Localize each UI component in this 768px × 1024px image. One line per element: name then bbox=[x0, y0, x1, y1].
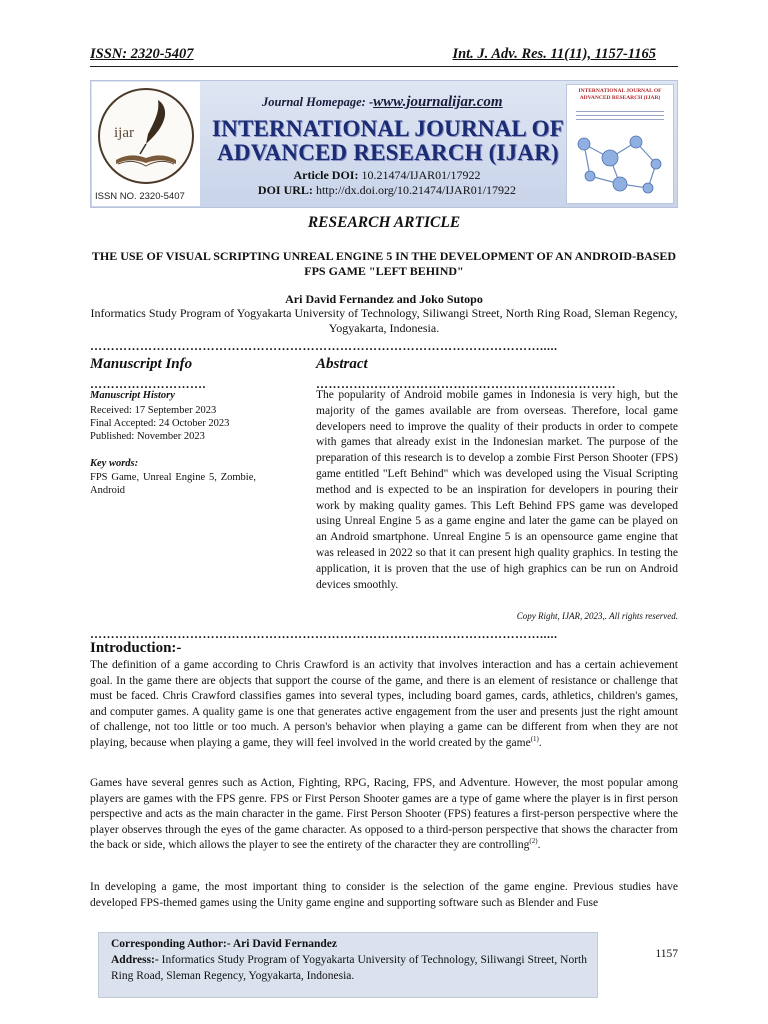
intro-paragraph-1 bbox=[90, 658, 678, 752]
separator-right: ……………………………………………………………… bbox=[316, 378, 616, 390]
article-type: RESEARCH ARTICLE bbox=[307, 214, 461, 231]
manuscript-info-heading: Manuscript Info bbox=[90, 356, 193, 372]
homepage-link[interactable]: www.journalijar.com bbox=[373, 94, 503, 110]
journal-homepage bbox=[262, 94, 503, 111]
intro-paragraph-2 bbox=[90, 776, 678, 854]
doi-block bbox=[220, 168, 554, 198]
corresponding-author-heading: Corresponding Author:- Ari David Fernandez bbox=[111, 938, 337, 950]
paragraph-1-end: . bbox=[538, 736, 542, 749]
article-doi: 10.21474/IJAR01/17922 bbox=[361, 168, 481, 182]
manuscript-history-label: Manuscript History bbox=[90, 390, 175, 401]
running-header-citation: Int. J. Adv. Res. 11(11), 1157-1165 bbox=[452, 46, 656, 62]
homepage-label: Journal Homepage: - bbox=[262, 95, 374, 109]
authors: Ari David Fernandez and Joko Sutopo bbox=[285, 292, 483, 306]
affiliation: Informatics Study Program of Yogyakarta University of Technology, Siliwangi Street, North Ring Road, Sleman Regency, Yogyakarta, Indonesia. bbox=[90, 306, 678, 335]
received-date: Received: 17 September 2023 bbox=[90, 405, 217, 416]
separator-bottom: ………………………………………………………………………………………………..... bbox=[90, 628, 558, 640]
accepted-date: Final Accepted: 24 October 2023 bbox=[90, 418, 230, 429]
logo-wordmark: ijar bbox=[114, 125, 134, 141]
cover-title: INTERNATIONAL JOURNAL OF ADVANCED RESEARCH (IJAR) bbox=[578, 88, 662, 101]
journal-logo-icon bbox=[98, 88, 194, 184]
molecule-icon bbox=[570, 124, 670, 200]
keywords: FPS Game, Unreal Engine 5, Zombie, Android bbox=[90, 472, 256, 496]
paragraph-2-end: . bbox=[537, 839, 541, 852]
logo-issn: ISSN NO. 2320-5407 bbox=[95, 191, 185, 202]
cover-text-lines bbox=[576, 108, 664, 120]
separator-top: ………………………………………………………………………………………………..... bbox=[90, 340, 558, 352]
paragraph-2-text: Games have several genres such as Action, Fighting, RPG, Racing, FPS, and Adventure. However, the most popular among players are games with the FPS genre. FPS or First Person Shooter games are a type of game where the player is in first person perspective and acts as the main character in the game. First Person Shooter (FPS) features a first-person perspective where the player observes through the eyes of the game character. As opposed to a third-person perspective that shows the character from the back or side, which allows the player to see the entirety of the character they are controlling bbox=[90, 777, 678, 852]
reference-1: (1) bbox=[530, 735, 539, 744]
paper-title: THE USE OF VISUAL SCRIPTING UNREAL ENGINE 5 IN THE DEVELOPMENT OF AN ANDROID-BASED FPS GAME "LEFT BEHIND" bbox=[91, 249, 677, 278]
page-number: 1157 bbox=[655, 948, 678, 960]
abstract-heading: Abstract bbox=[316, 356, 368, 372]
intro-paragraph-3: In developing a game, the most important thing to consider is the selection of the game engine. Previous studies have developed FPS-themed games using the Unity game engine and supporting software such as Blender and Fuse bbox=[90, 881, 678, 909]
keywords-label: Key words: bbox=[90, 458, 139, 469]
abstract-text: The popularity of Android mobile games in Indonesia is very high, but the majority of the games available are from overseas. Therefore, local game developers need to improve the quality of their products in order to compete with games that already exist in the Indonesian market. The purpose of the preparation of this research is to develop a zombie First Person Shooter (FPS) game entitled "Left Behind" which was developed using the Visual Scripting method and is expected to be an inspiration for developers in pouring their work by making quality games. This Left Behind FPS game was developed using Unreal Engine 5 as a game engine and later the game can be played on an Android smartphone. Unreal Engine 5 is an opensource game engine that was released in 2022 so that it can present high quality graphics. In testing the application, it is proven that the use of high graphics can be run on Android devices smoothly. bbox=[316, 389, 678, 591]
corresponding-author-address bbox=[111, 953, 587, 984]
running-header-issn: ISSN: 2320-5407 bbox=[90, 46, 194, 62]
address-text: Informatics Study Program of Yogyakarta University of Technology, Siliwangi Street, North Ring Road, Sleman Regency, Yogyakarta, Indonesia. bbox=[111, 954, 587, 982]
reference-2: (2) bbox=[529, 837, 538, 846]
separator-left: ………………………. bbox=[90, 378, 206, 390]
copyright-notice: Copy Right, IJAR, 2023,. All rights reserved. bbox=[516, 611, 678, 621]
paragraph-1-text: The definition of a game according to Chris Crawford is an activity that involves interaction and has a certain achievement goal. In the game there are objects that support the course of the game, and there is an element of resistance or challenge that must be faced. Chris Crawford classifies games into several types, including board games, cards, athletics, children's games, and computer games. A quality game is one that generates active engagement from the user and presents just the right amount of challenge, not too little or too much. A person's behavior when playing a game can be different from when they are not playing, because when playing a game, they will feel involved in the world created by the game bbox=[90, 659, 678, 749]
doi-url-label: DOI URL: bbox=[257, 183, 313, 197]
journal-title: INTERNATIONAL JOURNAL OF ADVANCED RESEARCH (IJAR) bbox=[212, 116, 564, 165]
introduction-heading: Introduction:- bbox=[90, 640, 182, 656]
address-label: Address:- bbox=[111, 954, 159, 966]
doi-url-link[interactable]: http://dx.doi.org/10.21474/IJAR01/17922 bbox=[315, 183, 517, 197]
header-rule bbox=[90, 66, 678, 67]
published-date: Published: November 2023 bbox=[90, 431, 205, 442]
article-doi-label: Article DOI: bbox=[293, 168, 359, 182]
